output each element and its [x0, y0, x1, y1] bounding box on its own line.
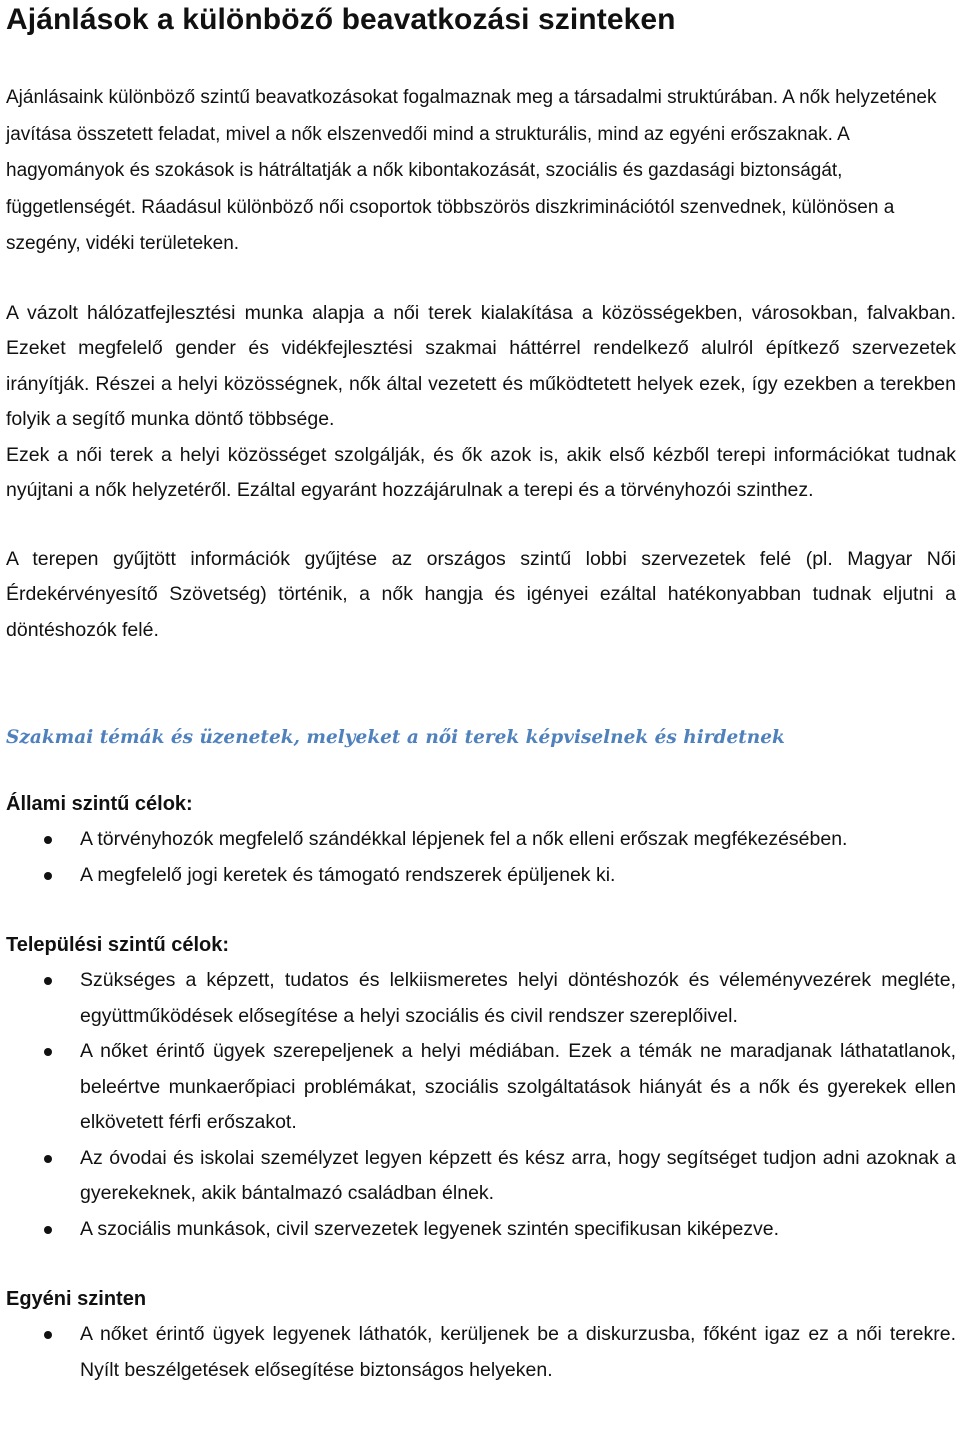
bullet-icon	[44, 1331, 52, 1339]
list-item: A megfelelő jogi keretek és támogató rendszerek épüljenek ki.	[6, 858, 956, 894]
state-level-heading: Állami szintű célok:	[6, 793, 193, 815]
intro-paragraph: Ajánlásaink különböző szintű beavatkozásokat fogalmaznak meg a társadalmi struktúrában. A nők helyzetének javítása összetett feladat, mivel a nők elszenvedői mind a strukturális, mind az egyéni erőszaknak. A hagyományok és szokások is hátráltatják a nők kibontakozását, szociális és gazdasági biztonságát, függetlenségét. Ráadásul különböző női csoportok többszörös diszkriminációtól szenvednek, különösen a szegény, vidéki területeken.	[6, 87, 937, 254]
settlement-level-heading: Települési szintű célok:	[6, 934, 230, 956]
list-item: Szükséges a képzett, tudatos és lelkiismeretes helyi döntéshozók és véleményvezérek megléte, együttműködések elősegítése a helyi szociális és civil rendszer szereplőivel.	[6, 963, 956, 1034]
network-paragraph-1: A vázolt hálózatfejlesztési munka alapja a női terek kialakítása a közösségekben, városokban, falvakban. Ezeket megfelelő gender és vidékfejlesztési szakmai háttérrel rendelkező alulról építkező szervezetek irányítják. Részei a helyi közösségnek, nők által vezetett és működtetett helyek ezek, így ezekben a terekben folyik a segítő munka döntő többsége.	[6, 301, 956, 430]
list-item: Az óvodai és iskolai személyzet legyen képzett és kész arra, hogy segítséget tudjon adni azoknak a gyerekeknek, akik bántalmazó családban élnek.	[6, 1141, 956, 1212]
settlement-level-list	[6, 963, 956, 1247]
section-title: Szakmai témák és üzenetek, melyeket a női terek képviselnek és hirdetnek	[6, 727, 785, 748]
individual-level-list	[6, 1317, 956, 1388]
list-item: A törvényhozók megfelelő szándékkal lépjenek fel a nők elleni erőszak megfékezésében.	[6, 822, 956, 858]
bullet-icon	[44, 1048, 52, 1056]
lobby-paragraph: A terepen gyűjtött információk gyűjtése az országos szintű lobbi szervezetek felé (pl. Magyar Női Érdekérvényesítő Szövetség) történik, a nők hangja és igényei ezáltal hatékonyabban tudnak eljutni a döntéshozók felé.	[6, 547, 956, 641]
document-page	[6, 0, 956, 1388]
list-item: A szociális munkások, civil szervezetek legyenek szintén specifikusan kiképezve.	[6, 1212, 956, 1248]
network-paragraph-2: Ezek a női terek a helyi közösséget szolgálják, és ők azok is, akik első kézből terepi információkat tudnak nyújtani a nők helyzetéről. Ezáltal egyaránt hozzájárulnak a terepi és a törvényhozói szinthez.	[6, 443, 956, 501]
bullet-icon	[44, 872, 52, 880]
list-item: A nőket érintő ügyek legyenek láthatók, kerüljenek be a diskurzusba, főként igaz ez a női terekre. Nyílt beszélgetések elősegítése biztonságos helyeken.	[6, 1317, 956, 1388]
individual-level-heading: Egyéni szinten	[6, 1288, 147, 1310]
page-title: Ajánlások a különböző beavatkozási szinteken	[6, 3, 676, 36]
state-level-list	[6, 822, 956, 893]
list-item: A nőket érintő ügyek szerepeljenek a helyi médiában. Ezek a témák ne maradjanak láthatatlanok, beleértve munkaerőpiaci problémákat, szociális szolgáltatások hiányát és a nők és gyerekek ellen elkövetett férfi erőszakot.	[6, 1034, 956, 1141]
bullet-icon	[44, 1226, 52, 1234]
bullet-icon	[44, 1155, 52, 1163]
bullet-icon	[44, 836, 52, 844]
bullet-icon	[44, 977, 52, 985]
